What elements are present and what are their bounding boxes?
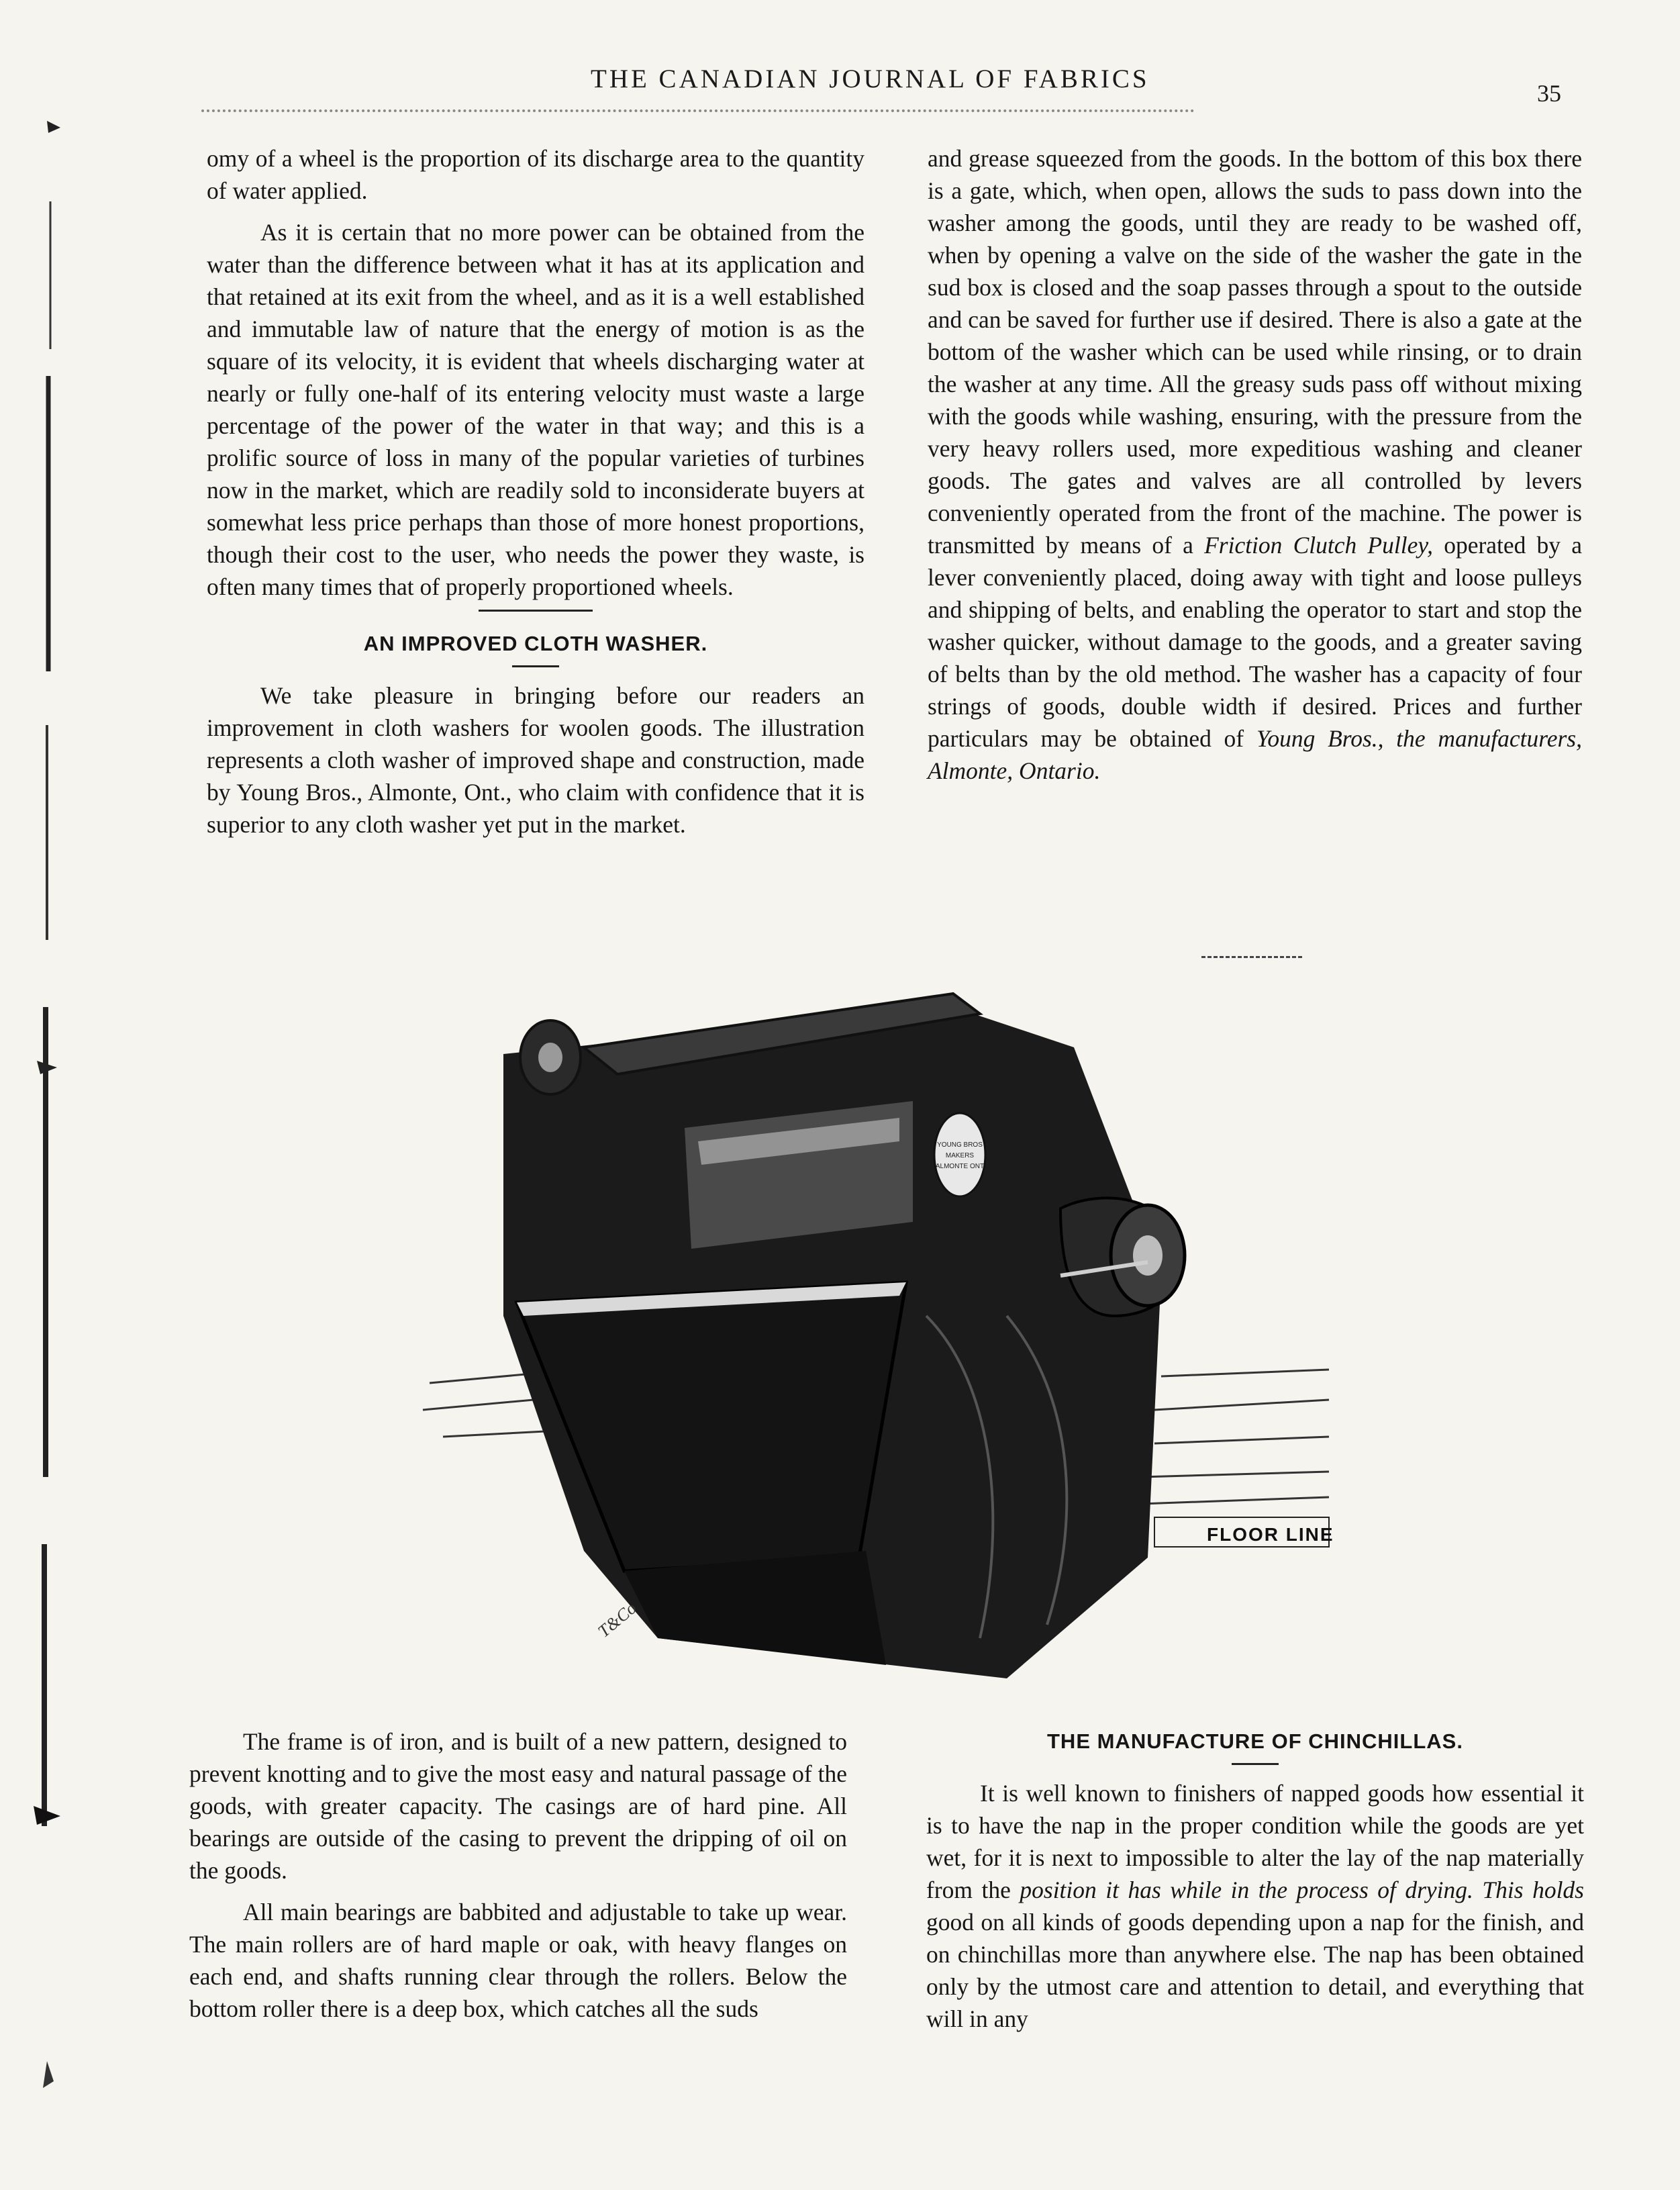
page-number: 35 bbox=[1537, 80, 1561, 107]
text-run: It is well known to finishers of napped goods how essential it is to have the nap in the proper condition while the goods are yet wet, for it is next to impossible to alter the lay of the nap materially from the bbox=[926, 1780, 1584, 1903]
svg-text:T&Co: T&Co bbox=[594, 1598, 640, 1641]
chinchillas-heading: THE MANUFACTURE OF CHINCHILLAS. bbox=[1047, 1729, 1463, 1753]
column-top-right bbox=[928, 142, 1582, 787]
text-run: operated by a lever conveniently placed, doing away with tight and loose pulleys and shipping of belts, and enabling the operator to start and stop the washer quicker, without damage to the goods, and a greater saving of belts than by the old method. The washer has a capacity of four strings of goods, double width if desired. Prices and further particulars may be obtained of bbox=[928, 532, 1582, 752]
manufacturer-credit: Young Bros., the manufacturers, Almonte, Ontario. bbox=[928, 725, 1582, 784]
heading-rule bbox=[1232, 1763, 1279, 1765]
italic-run: position it has while in the process of drying. This holds bbox=[1020, 1876, 1584, 1903]
header-rule bbox=[201, 109, 1195, 112]
frame-paragraph: The frame is of iron, and is built of a new pattern, designed to prevent knotting and to give the most easy and natural passage of the goods, with greater capacity. The casings are of hard pine. All bearings are outside of the casing to prevent the dripping of oil on the goods. bbox=[189, 1728, 847, 1884]
text-run: good on all kinds of goods depending upon a nap for the finish, and on chinchillas more than anywhere else. The nap has been obtained only by the utmost care and attention to detail, and everything that will in any bbox=[926, 1909, 1584, 2032]
section-divider bbox=[479, 610, 593, 612]
running-head: THE CANADIAN JOURNAL OF FABRICS bbox=[591, 64, 1150, 93]
svg-text:YOUNG BROS: YOUNG BROS bbox=[937, 1141, 983, 1149]
binding-margin-marks bbox=[0, 0, 74, 2190]
column-bottom-right bbox=[926, 1725, 1584, 2035]
cloth-washer-intro: We take pleasure in bringing before our readers an improvement in cloth washers for woolen goods. The illustration represents a cloth washer of improved shape and construction, made by Young Bros., Almonte, Ont., who claim with confidence that it is superior to any cloth washer yet put in the market. bbox=[207, 682, 864, 838]
turbine-paragraph-continued: omy of a wheel is the proportion of its discharge area to the quantity of water applied. bbox=[207, 145, 864, 204]
column-top-left bbox=[207, 142, 864, 841]
cloth-washer-illustration bbox=[403, 967, 1342, 1705]
svg-text:ALMONTE ONT: ALMONTE ONT bbox=[935, 1163, 985, 1170]
column-bottom-left bbox=[189, 1725, 847, 2025]
text-run: and grease squeezed from the goods. In the bottom of this box there is a gate, which, when open, allows the suds to pass down into the washer among the goods, until they are ready to be washed off, when by opening a valve on the side of the washer the gate in the sud box is closed and the soap passes through a spout to the outside and can be saved for further use if desired. There is also a gate at the bottom of the washer which can be used while rinsing, or to drain the washer at any time. All the greasy suds pass off without mixing with the goods while washing, ensuring, with the pressure from the very heavy rollers used, more expeditious washing and cleaner goods. The gates and valves are all controlled by levers conveniently operated from the front of the machine. The power is transmitted by means of a bbox=[928, 145, 1582, 559]
cloth-washer-continued bbox=[928, 142, 1582, 787]
cloth-washer-heading: AN IMPROVED CLOTH WASHER. bbox=[363, 632, 708, 655]
svg-text:MAKERS: MAKERS bbox=[945, 1152, 975, 1159]
floor-line-label: FLOOR LINE bbox=[1207, 1524, 1334, 1545]
turbine-paragraph: As it is certain that no more power can be obtained from the water than the difference between what it has at its application and that retained at its exit from the wheel, and as it is a well established and immutable law of nature that the energy of motion is as the square of its velocity, it is evident that wheels discharging water at nearly or fully one-half of its entering velocity must waste a large percentage of the power of the water in that way; and this is a prolific source of loss in many of the popular varieties of turbines now in the market, which are readily sold to inconsiderate buyers at somewhat less price perhaps than those of more honest proportions, though their cost to the user, who needs the power they waste, is often many times that of properly proportioned wheels. bbox=[207, 219, 864, 600]
chinchillas-paragraph bbox=[926, 1777, 1584, 2035]
article-end-rule bbox=[1201, 956, 1302, 958]
friction-clutch-pulley-term: Friction Clutch Pulley, bbox=[1204, 532, 1434, 559]
heading-rule bbox=[512, 665, 559, 667]
bearings-paragraph: All main bearings are babbited and adjustable to take up wear. The main rollers are of hard maple or oak, with heavy flanges on each end, and shafts running clear through the rollers. Below the bottom roller there is a deep box, which catches all the suds bbox=[189, 1899, 847, 2022]
